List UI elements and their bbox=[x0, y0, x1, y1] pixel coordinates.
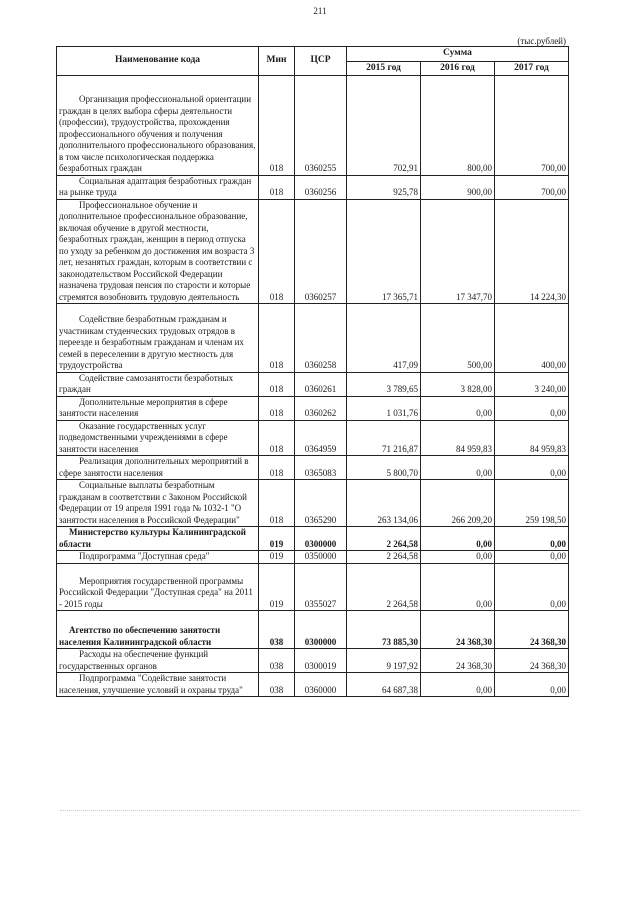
row-name: Министерство культуры Калининградской области bbox=[57, 527, 259, 551]
table-row bbox=[57, 76, 569, 176]
row-value-2015: 925,78 bbox=[347, 175, 421, 199]
row-name: Содействие самозанятости безработных граждан bbox=[57, 372, 259, 396]
table-row bbox=[57, 563, 569, 611]
footer-divider bbox=[60, 810, 580, 812]
row-value-2017: 0,00 bbox=[495, 527, 569, 551]
row-value-2015: 9 197,92 bbox=[347, 649, 421, 673]
row-name: Мероприятия государственной программы Российской Федерации "Доступная среда" на 2011 - 2015 годы bbox=[57, 563, 259, 611]
table-row bbox=[57, 396, 569, 420]
row-min: 038 bbox=[259, 611, 295, 649]
row-csr: 0360257 bbox=[295, 199, 347, 304]
row-value-2016: 900,00 bbox=[421, 175, 495, 199]
row-value-2015: 73 885,30 bbox=[347, 611, 421, 649]
row-value-2016: 0,00 bbox=[421, 456, 495, 480]
row-value-2015: 64 687,38 bbox=[347, 673, 421, 697]
row-value-2015: 702,91 bbox=[347, 76, 421, 176]
table-row bbox=[57, 175, 569, 199]
page-number: 211 bbox=[313, 6, 327, 16]
table-row bbox=[57, 420, 569, 456]
row-value-2015: 71 216,87 bbox=[347, 420, 421, 456]
row-value-2015: 3 789,65 bbox=[347, 372, 421, 396]
row-min: 018 bbox=[259, 199, 295, 304]
row-value-2017: 259 198,50 bbox=[495, 480, 569, 527]
table-row bbox=[57, 199, 569, 304]
row-name: Социальные выплаты безработным гражданам в соответствии с Законом Российской Федерации от 19 апреля 1991 года № 1032-1 "О занятости населения в Российской Федерации" bbox=[57, 480, 259, 527]
row-min: 018 bbox=[259, 480, 295, 527]
row-csr: 0300019 bbox=[295, 649, 347, 673]
row-value-2015: 1 031,76 bbox=[347, 396, 421, 420]
header-csr: ЦСР bbox=[295, 47, 347, 76]
row-value-2017: 0,00 bbox=[495, 673, 569, 697]
table-row bbox=[57, 673, 569, 697]
row-value-2016: 17 347,70 bbox=[421, 199, 495, 304]
header-year-2015: 2015 год bbox=[347, 62, 421, 76]
table-row bbox=[57, 611, 569, 649]
row-csr: 0360262 bbox=[295, 396, 347, 420]
row-value-2016: 0,00 bbox=[421, 527, 495, 551]
row-value-2015: 417,09 bbox=[347, 304, 421, 373]
row-value-2017: 24 368,30 bbox=[495, 611, 569, 649]
row-value-2015: 2 264,58 bbox=[347, 563, 421, 611]
row-value-2016: 800,00 bbox=[421, 76, 495, 176]
row-name: Подпрограмма "Доступная среда" bbox=[57, 551, 259, 564]
row-value-2017: 84 959,83 bbox=[495, 420, 569, 456]
table-row bbox=[57, 456, 569, 480]
row-min: 019 bbox=[259, 551, 295, 564]
row-min: 018 bbox=[259, 396, 295, 420]
row-csr: 0300000 bbox=[295, 611, 347, 649]
table-row bbox=[57, 372, 569, 396]
header-name: Наименование кода bbox=[57, 47, 259, 76]
row-name: Агентство по обеспечению занятости населения Калининградской области bbox=[57, 611, 259, 649]
row-name: Социальная адаптация безработных граждан на рынке труда bbox=[57, 175, 259, 199]
row-value-2016: 24 368,30 bbox=[421, 649, 495, 673]
row-min: 038 bbox=[259, 649, 295, 673]
row-value-2017: 700,00 bbox=[495, 175, 569, 199]
row-value-2015: 2 264,58 bbox=[347, 551, 421, 564]
row-min: 038 bbox=[259, 673, 295, 697]
row-min: 018 bbox=[259, 372, 295, 396]
row-value-2016: 0,00 bbox=[421, 563, 495, 611]
row-value-2017: 14 224,30 bbox=[495, 199, 569, 304]
row-csr: 0360261 bbox=[295, 372, 347, 396]
header-min: Мин bbox=[259, 47, 295, 76]
row-name: Дополнительные мероприятия в сфере занятости населения bbox=[57, 396, 259, 420]
row-csr: 0360255 bbox=[295, 76, 347, 176]
header-year-2017: 2017 год bbox=[495, 62, 569, 76]
row-value-2017: 0,00 bbox=[495, 563, 569, 611]
row-csr: 0350000 bbox=[295, 551, 347, 564]
row-csr: 0360258 bbox=[295, 304, 347, 373]
row-value-2017: 400,00 bbox=[495, 304, 569, 373]
row-name: Организация профессиональной ориентации граждан в целях выбора сферы деятельности (профессии), трудоустройства, прохождения профессионального обучения и получения дополнительного профессионального образования, в том числе психологическая поддержка безработных граждан bbox=[57, 76, 259, 176]
budget-table bbox=[56, 46, 569, 697]
row-value-2016: 84 959,83 bbox=[421, 420, 495, 456]
row-csr: 0355027 bbox=[295, 563, 347, 611]
row-name: Расходы на обеспечение функций государственных органов bbox=[57, 649, 259, 673]
row-min: 018 bbox=[259, 304, 295, 373]
row-csr: 0360256 bbox=[295, 175, 347, 199]
table-row bbox=[57, 551, 569, 564]
row-min: 019 bbox=[259, 527, 295, 551]
row-min: 018 bbox=[259, 420, 295, 456]
row-value-2017: 0,00 bbox=[495, 551, 569, 564]
header-sum: Сумма bbox=[347, 47, 569, 62]
row-min: 018 bbox=[259, 76, 295, 176]
row-value-2016: 0,00 bbox=[421, 673, 495, 697]
row-csr: 0360000 bbox=[295, 673, 347, 697]
row-value-2016: 0,00 bbox=[421, 396, 495, 420]
row-value-2016: 0,00 bbox=[421, 551, 495, 564]
row-min: 019 bbox=[259, 563, 295, 611]
row-value-2015: 5 800,70 bbox=[347, 456, 421, 480]
row-value-2016: 24 368,30 bbox=[421, 611, 495, 649]
unit-note: (тыс.рублей) bbox=[517, 36, 566, 46]
row-value-2016: 266 209,20 bbox=[421, 480, 495, 527]
row-csr: 0364959 bbox=[295, 420, 347, 456]
row-value-2017: 700,00 bbox=[495, 76, 569, 176]
header-year-2016: 2016 год bbox=[421, 62, 495, 76]
row-value-2015: 263 134,06 bbox=[347, 480, 421, 527]
row-value-2015: 2 264,58 bbox=[347, 527, 421, 551]
row-name: Содействие безработным гражданам и участникам студенческих трудовых отрядов в переезде и безработным гражданам и членам их семей в переселении в другую местность для трудоустройства bbox=[57, 304, 259, 373]
table-row bbox=[57, 527, 569, 551]
row-value-2015: 17 365,71 bbox=[347, 199, 421, 304]
row-value-2017: 0,00 bbox=[495, 396, 569, 420]
row-min: 018 bbox=[259, 175, 295, 199]
table-row bbox=[57, 480, 569, 527]
table-row bbox=[57, 304, 569, 373]
row-value-2017: 3 240,00 bbox=[495, 372, 569, 396]
table-row bbox=[57, 649, 569, 673]
row-name: Подпрограмма "Содействие занятости населения, улучшение условий и охраны труда" bbox=[57, 673, 259, 697]
row-csr: 0365290 bbox=[295, 480, 347, 527]
row-value-2016: 3 828,00 bbox=[421, 372, 495, 396]
row-value-2017: 0,00 bbox=[495, 456, 569, 480]
row-name: Оказание государственных услуг подведомственными учреждениями в сфере занятости населения bbox=[57, 420, 259, 456]
row-name: Реализация дополнительных мероприятий в сфере занятости населения bbox=[57, 456, 259, 480]
row-value-2017: 24 368,30 bbox=[495, 649, 569, 673]
row-csr: 0365083 bbox=[295, 456, 347, 480]
row-name: Профессиональное обучение и дополнительное профессиональное образование, включая обучение в другой местности, безработных граждан, женщин в период отпуска по уходу за ребенком до достижения им возраста 3 лет, незанятых граждан, которым в соответствии с законодательством Российской Федерации назначена трудовая пенсия по старости и которые стремятся возобновить трудовую деятельность bbox=[57, 199, 259, 304]
row-min: 018 bbox=[259, 456, 295, 480]
row-value-2016: 500,00 bbox=[421, 304, 495, 373]
row-csr: 0300000 bbox=[295, 527, 347, 551]
